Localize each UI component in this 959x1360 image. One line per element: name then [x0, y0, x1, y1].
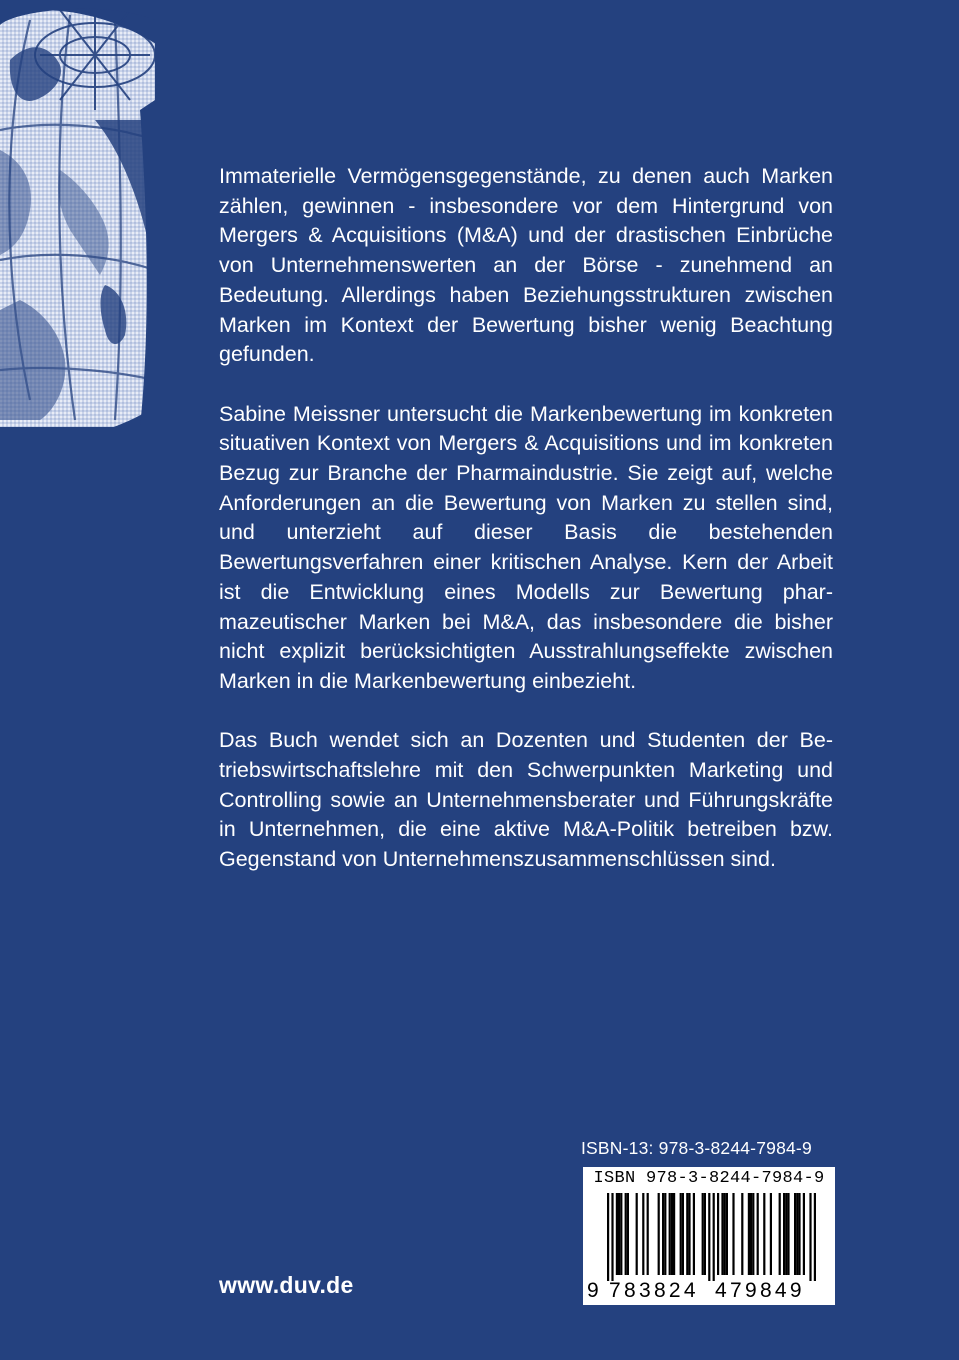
barcode-bar: [616, 1193, 618, 1275]
barcode-bar: [607, 1193, 609, 1281]
barcode-bar: [658, 1193, 660, 1275]
isbn-label: ISBN-13: 978-3-8244-7984-9: [581, 1138, 812, 1158]
barcode-bar: [693, 1193, 695, 1275]
barcode-bar: [741, 1193, 743, 1275]
barcode-bar: [763, 1193, 765, 1275]
barcode-bar: [770, 1193, 772, 1275]
barcode-left-group: 783824: [609, 1279, 699, 1302]
publisher-website: www.duv.de: [219, 1272, 354, 1298]
barcode-bar: [618, 1193, 620, 1275]
barcode-bar: [794, 1193, 796, 1275]
barcode-bar: [724, 1193, 726, 1275]
barcode: [583, 1167, 835, 1305]
barcode-bar: [726, 1193, 728, 1275]
barcode-bar: [748, 1193, 750, 1275]
barcode-bar: [787, 1193, 789, 1275]
barcode-bar: [708, 1193, 710, 1281]
barcode-bar: [721, 1193, 723, 1275]
barcode-bar: [814, 1193, 816, 1281]
blurb-text: [219, 162, 833, 905]
barcode-bar: [779, 1193, 781, 1275]
barcode-bar: [796, 1193, 798, 1275]
barcode-bar: [625, 1193, 627, 1275]
barcode-bar: [673, 1193, 675, 1275]
barcode-bar: [647, 1193, 649, 1275]
barcode-first-digit: 9: [587, 1279, 599, 1302]
barcode-bar: [688, 1193, 690, 1275]
barcode-bar: [662, 1193, 664, 1275]
barcode-bar: [611, 1193, 613, 1281]
barcode-bar: [757, 1193, 759, 1275]
barcode-bar: [713, 1193, 715, 1281]
barcode-bar: [620, 1193, 622, 1275]
globe-illustration-icon: [0, 0, 155, 427]
barcode-bar: [803, 1193, 805, 1275]
barcode-bar: [669, 1193, 671, 1275]
barcode-bar: [671, 1193, 673, 1275]
barcode-bar: [798, 1193, 800, 1275]
blurb-paragraph: Das Buch wendet sich an Dozenten und Studenten der Betriebswirtschaftslehre mit den Schwerpunkten Marketing und Controlling sowie an Unternehmensberater und Führungskräfte in Unternehmen, die eine aktive M&A-Politik betreiben bzw. Gegenstand von Unternehmenszusammenschlüssen sind.: [219, 728, 833, 872]
barcode-bar: [717, 1193, 719, 1275]
barcode-isbn-text: ISBN 978-3-8244-7984-9: [593, 1169, 825, 1188]
barcode-bar: [704, 1193, 706, 1275]
ean13-barcode-icon: [583, 1193, 835, 1281]
barcode-bar: [783, 1193, 785, 1275]
barcode-bar: [627, 1193, 629, 1275]
barcode-bar: [785, 1193, 787, 1275]
barcode-bar: [636, 1193, 638, 1275]
barcode-bar: [732, 1193, 734, 1275]
barcode-bar: [642, 1193, 644, 1275]
barcode-bar: [664, 1193, 666, 1275]
barcode-digits: [583, 1279, 835, 1303]
barcode-bar: [752, 1193, 754, 1275]
globe-illustration: [0, 0, 155, 427]
barcode-bar: [682, 1193, 684, 1275]
barcode-bar: [750, 1193, 752, 1275]
barcode-bar: [809, 1193, 811, 1281]
barcode-bar: [680, 1193, 682, 1275]
barcode-bar: [686, 1193, 688, 1275]
barcode-right-group: 479849: [715, 1279, 805, 1302]
barcode-bar: [702, 1193, 704, 1275]
blurb-paragraph: Sabine Meissner untersucht die Markenbewertung im konkreten situativen Kontext von Mergers & Acquisitions und im konkreten Bezug zur Branche der Pharmaindustrie. Sie zeigt auf, welche Anforderungen an die Bewertung von Marken zu stellen sind, und unterzieht auf dieser Basis die bestehenden Bewertungsverfahren einer kritischen Analyse. Kern der Arbeit ist die Entwicklung eines Modells zur Bewertung pharmazeutischer Marken bei M&A, das insbesondere die bisher nicht explizit berücksichtigten Ausstrahlungseffekte zwischen Marken in die Markenbewertung einbezieht.: [219, 401, 833, 693]
blurb-paragraph: Immaterielle Vermögensgegenstände, zu denen auch Marken zählen, gewinnen - insbesondere vor dem Hintergrund von Mergers & Acquisitions (M&A) und der drastischen Einbrüche von Unternehmenswerten an der Börse - zunehmend an Bedeutung. Allerdings haben Beziehungsstrukturen zwischen Marken im Kontext der Bewertung bisher wenig Beachtung gefunden.: [219, 164, 833, 367]
